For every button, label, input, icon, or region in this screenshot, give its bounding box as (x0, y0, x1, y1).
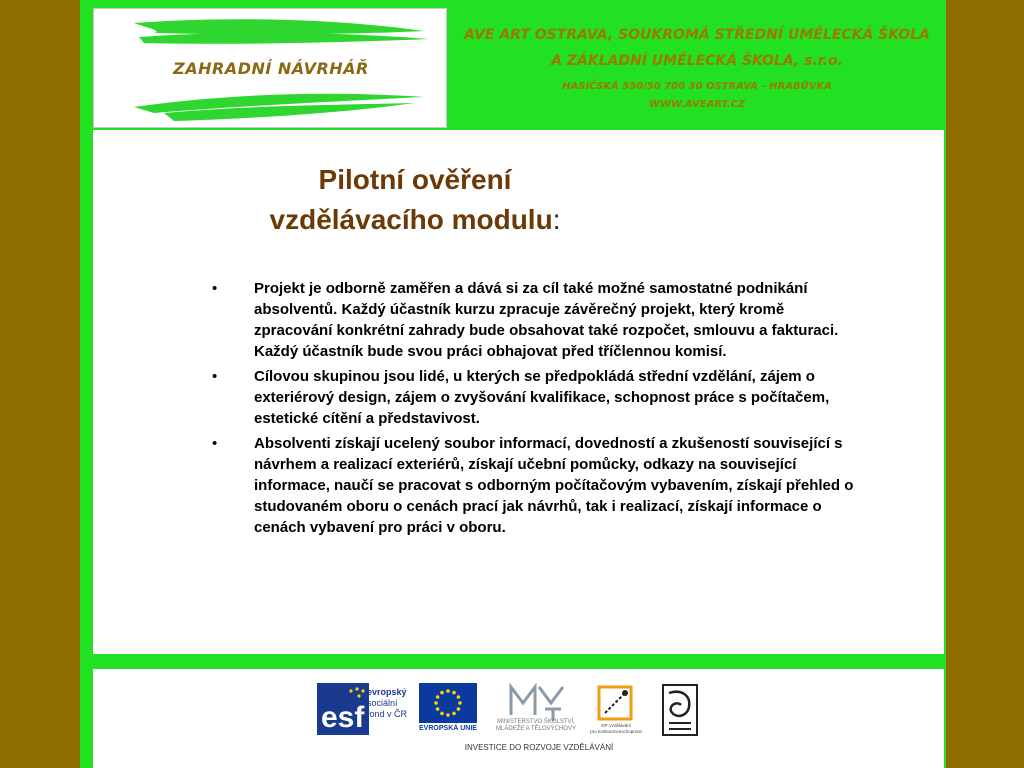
frame-right-strip (944, 0, 946, 768)
tagline: INVESTICE DO ROZVOJE VZDĚLÁVÁNÍ (464, 743, 614, 752)
op-logo-icon (595, 683, 635, 723)
eu-flag-icon (419, 683, 477, 723)
esf-line1: evropský (367, 687, 407, 697)
eu-label: EVROPSKÁ UNIE (419, 725, 477, 732)
esf-line2: sociální (367, 698, 398, 708)
school-address: HASIČSKÁ 550/50 700 30 OSTRAVA - HRABŮVKA (562, 81, 832, 92)
list-item-text: Projekt je odborně zaměřen a dává si za cíl také možné samostatné podnikání absolventů. Každý účastník kurzu zpracuje závěrečný projekt, který kromě zpracování konkrétní zahrady bude obsahovat také rozpočet, smlouvu a fakturaci. Každý účastník bude svou práci obhajovat před tříčlennou komisí. (254, 280, 839, 360)
school-header (450, 22, 944, 114)
slide-title-line1: Pilotní ověření (318, 164, 512, 195)
slide-title (200, 160, 630, 240)
list-item (212, 433, 862, 538)
bullet-list (212, 278, 862, 542)
msmt-label-line1: MINISTERSTVO ŠKOLSTVÍ, (497, 719, 575, 725)
school-web: WWW.AVEART.CZ (648, 99, 746, 110)
sponsor-logos (93, 669, 944, 768)
slide-title-colon: : (552, 204, 561, 235)
school-name-line2: A ZÁKLADNÍ UMĚLECKÁ ŠKOLA, s.r.o. (551, 53, 843, 69)
zahradni-navrhar-logo (93, 8, 447, 128)
bullet-icon: • (212, 280, 218, 297)
op-label-line1: OP Vzdělávání (601, 723, 631, 728)
list-item-text: Cílovou skupinou jsou lidé, u kterých se předpokládá střední vzdělání, zájem o exteriérový design, zájem o zvyšování kvalifikace, schopnost práce s počítačem, estetické cítění a představivost. (254, 368, 830, 427)
frame-left-strip (80, 0, 93, 768)
op-label-line2: pro konkurenceschopnost (590, 729, 642, 734)
list-item (212, 278, 862, 362)
slide-title-line2: vzdělávacího modulu (269, 204, 553, 235)
esf-line3: fond v ČR (367, 709, 408, 719)
left-side-band (0, 0, 80, 768)
bullet-icon: • (212, 435, 218, 452)
right-side-band (944, 0, 1024, 768)
svg-text:esf: esf (321, 701, 365, 734)
op-label (589, 723, 643, 735)
list-item-text: Absolventi získají ucelený soubor informací, dovedností a zkušeností související s návrhem a realizací exteriérů, získají učební pomůcky, odkazy na související informace, naučí se pracovat s odborným počítačovým vybavením, získají přehled o studovaném oboru o cenách prací jak návrhů, tak i realizací, získají informace o cenách vybavení pro práci v oboru. (254, 435, 854, 536)
msmt-logo-icon (505, 681, 565, 721)
bullet-icon: • (212, 368, 218, 385)
list-item (212, 366, 862, 429)
esf-text (367, 687, 407, 720)
msmt-label-line2: MLÁDEŽE A TĚLOVÝCHOVY (496, 726, 576, 732)
ave-art-logo-icon (661, 683, 699, 737)
footer-band (80, 654, 946, 669)
logo-title: ZAHRADNÍ NÁVRHÁŘ (173, 59, 369, 78)
msmt-label (481, 719, 591, 733)
school-name-line1: AVE ART OSTRAVA, SOUKROMÁ STŘEDNÍ UMĚLECKÁ ŠKOLA (464, 27, 930, 43)
